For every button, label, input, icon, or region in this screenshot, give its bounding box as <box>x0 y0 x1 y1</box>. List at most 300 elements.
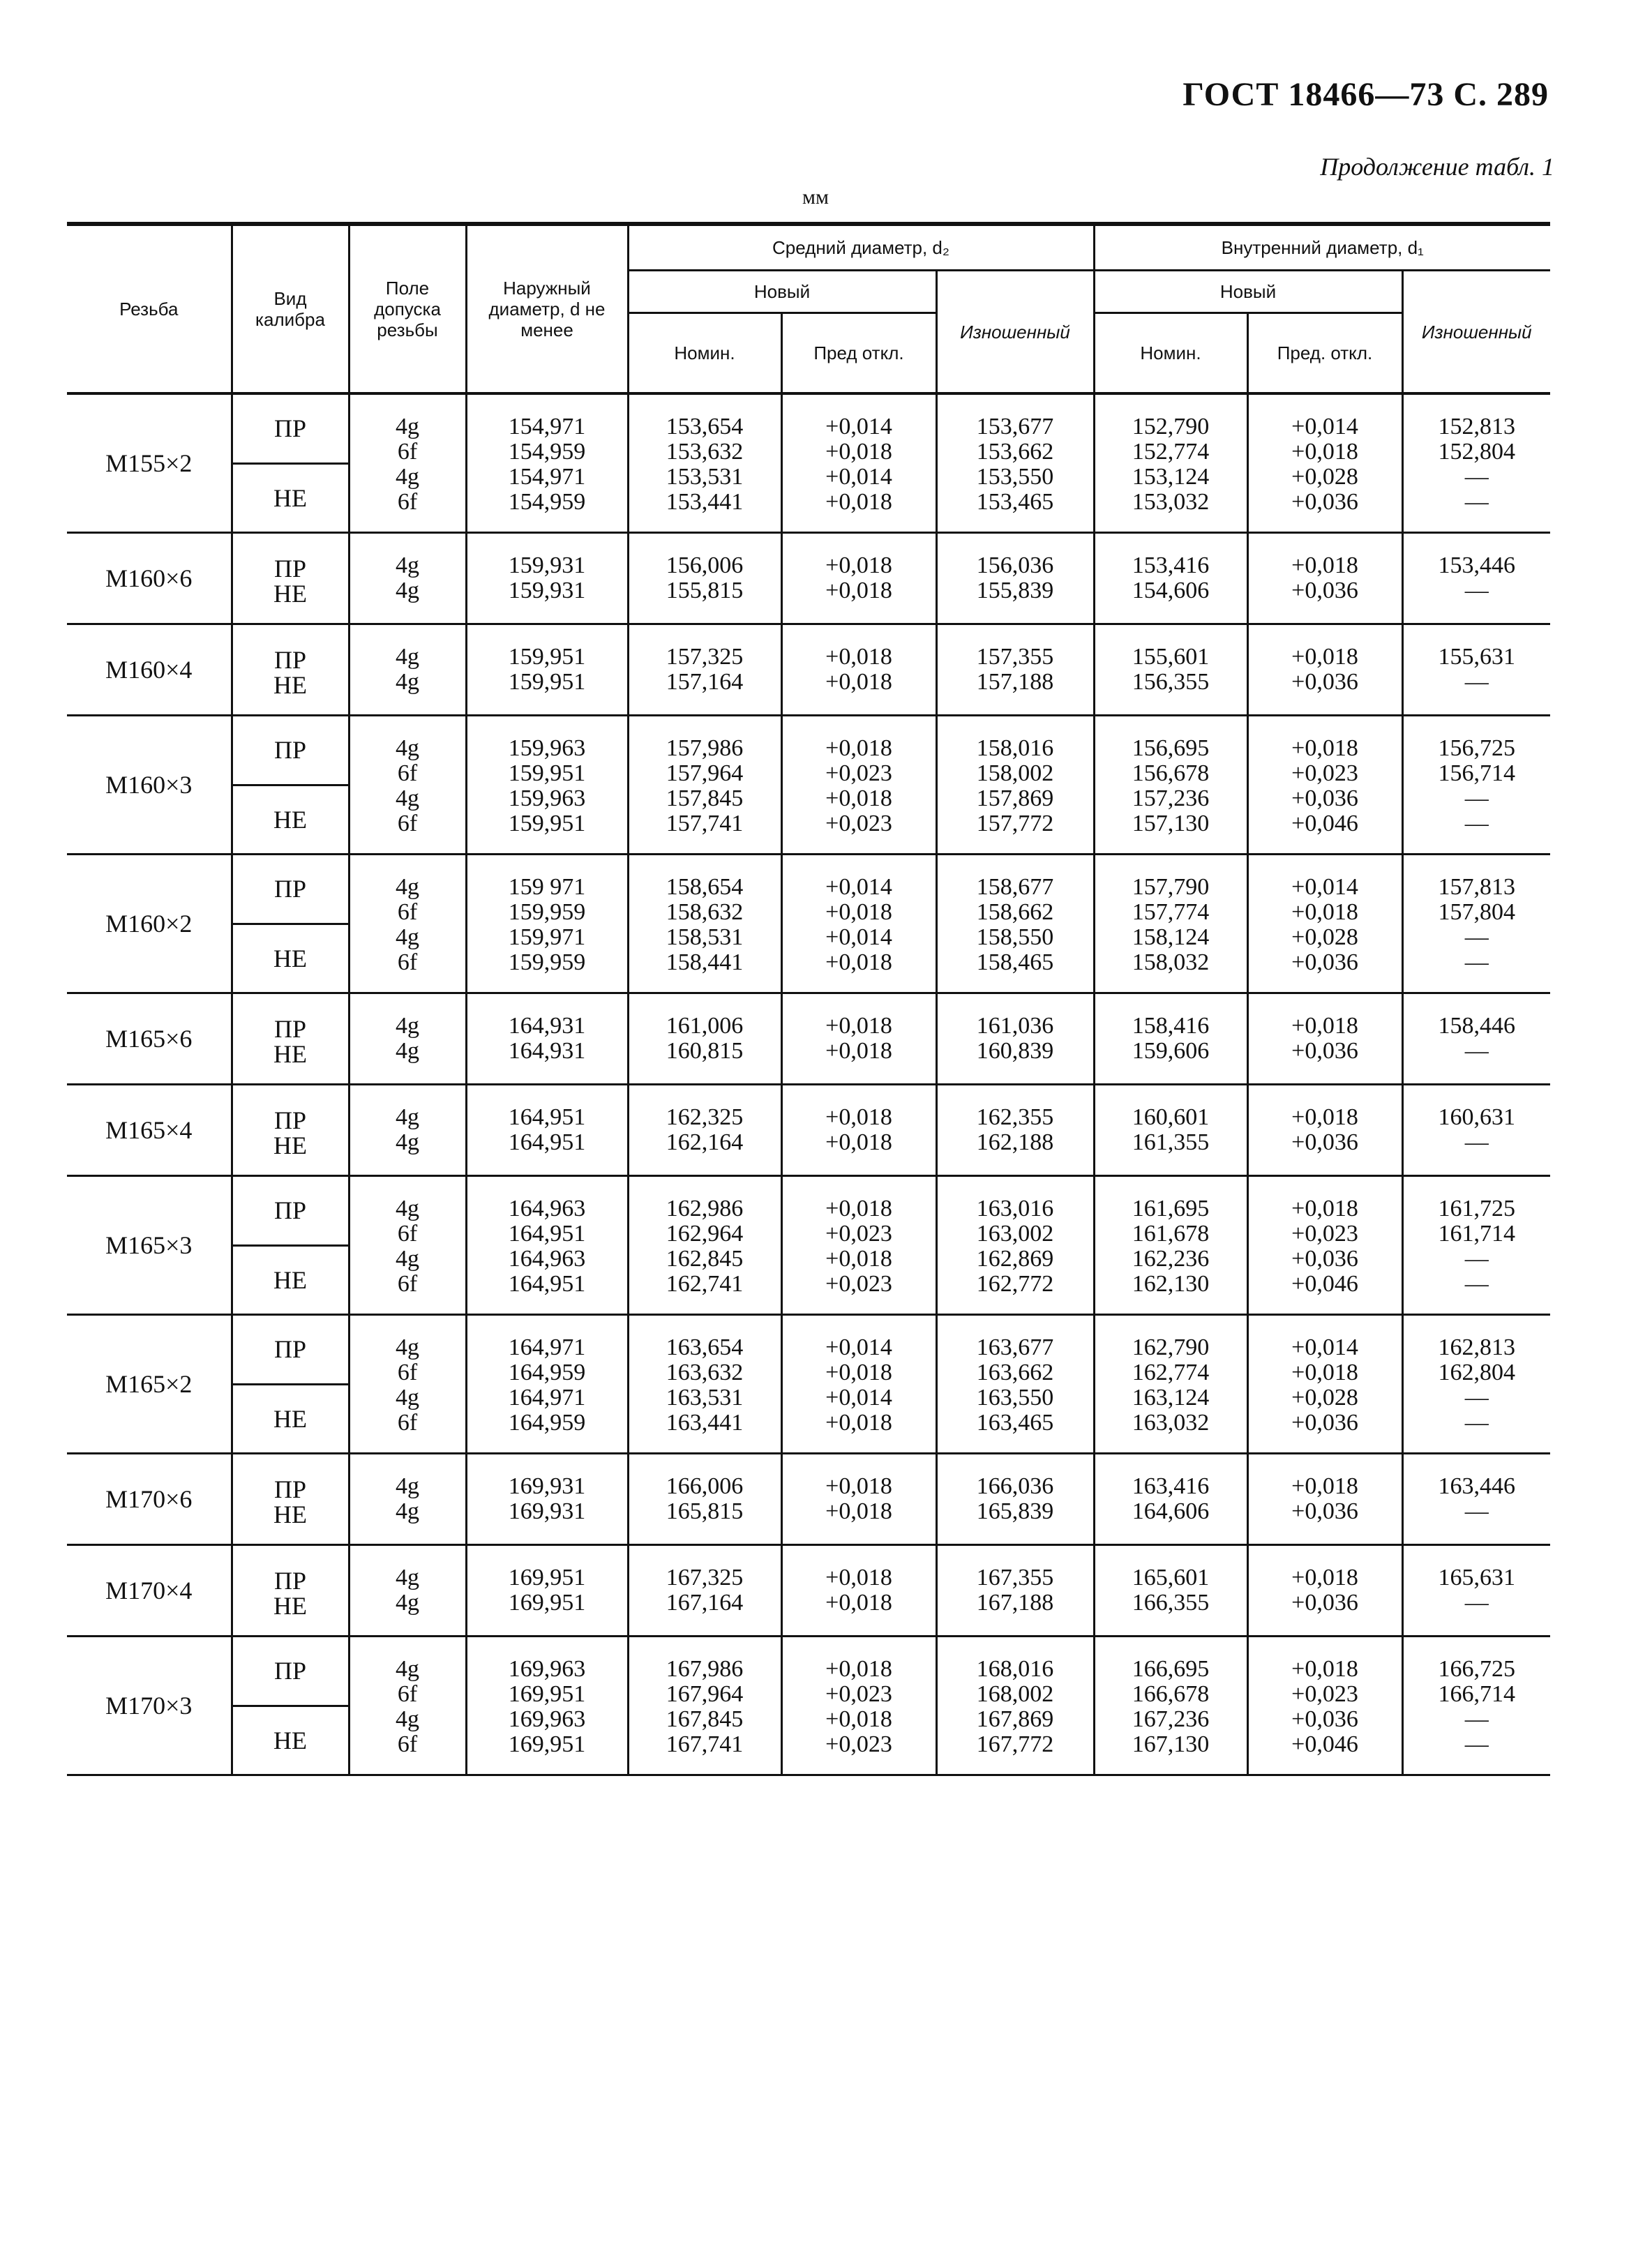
gauge-kind-nogo: НЕ <box>273 1404 307 1433</box>
cell-value: 157,845 <box>666 785 744 811</box>
gauge-kind-nogo: НЕ <box>273 805 307 834</box>
cell-value: 156,355 <box>1132 669 1210 695</box>
cell-value: 4g <box>396 464 419 490</box>
cell-value: +0,023 <box>1291 760 1358 786</box>
mid-deviation-cell <box>781 1085 936 1176</box>
cell-value: 153,032 <box>1132 489 1210 515</box>
tolerance-cell <box>349 1085 466 1176</box>
cell-value: 158,016 <box>976 735 1054 761</box>
mid-worn-cell <box>936 1545 1094 1637</box>
tolerance-cell <box>349 716 466 855</box>
cell-value: 156,725 <box>1438 735 1515 761</box>
tolerance-cell <box>349 1545 466 1637</box>
table-row <box>67 1176 1550 1315</box>
thread-designation: М160×3 <box>105 771 193 799</box>
cell-value: +0,028 <box>1291 464 1358 490</box>
thread-designation: М160×4 <box>105 656 193 684</box>
cell-value: 159,951 <box>508 644 586 670</box>
mid-deviation-cell <box>781 393 936 533</box>
cell-value: +0,018 <box>1291 1013 1358 1039</box>
cell-value: 163,662 <box>976 1360 1054 1385</box>
mid-nominal-cell <box>628 1637 781 1775</box>
cell-value: 164,971 <box>508 1385 586 1411</box>
cell-value: 161,695 <box>1132 1196 1210 1221</box>
cell-value: +0,023 <box>825 1681 892 1707</box>
cell-value: 167,741 <box>666 1731 744 1757</box>
gauge-kind-nogo: НЕ <box>273 671 307 699</box>
cell-value: +0,018 <box>1291 1473 1358 1499</box>
cell-value: 167,845 <box>666 1706 744 1732</box>
inner-worn-cell <box>1402 993 1550 1085</box>
cell-value: 163,002 <box>976 1221 1054 1247</box>
cell-value: 154,971 <box>508 464 586 490</box>
mid-deviation-cell <box>781 716 936 855</box>
gauge-kind-cell <box>232 716 349 855</box>
cell-value: 6f <box>397 1681 418 1707</box>
mid-deviation-cell <box>781 993 936 1085</box>
inner-worn-cell <box>1402 1454 1550 1545</box>
inner-nominal-cell <box>1094 1176 1247 1315</box>
cell-value: — <box>1464 949 1489 975</box>
cell-value: +0,018 <box>1291 735 1358 761</box>
cell-value: +0,018 <box>825 669 892 695</box>
col-mid-nominal: Номин. <box>628 313 781 394</box>
cell-value: 164,931 <box>508 1038 586 1064</box>
cell-value: 6f <box>397 760 418 786</box>
cell-value: 161,714 <box>1438 1221 1515 1247</box>
outer-diameter-cell <box>466 533 628 624</box>
mid-worn-cell <box>936 1176 1094 1315</box>
cell-value: 4g <box>396 1498 419 1524</box>
gauge-kind-cell <box>232 1454 349 1545</box>
cell-value: 162,772 <box>976 1271 1054 1297</box>
mid-worn-cell <box>936 855 1094 993</box>
cell-value: 153,662 <box>976 439 1054 465</box>
cell-value: 165,631 <box>1438 1565 1515 1590</box>
cell-value: +0,036 <box>1291 949 1358 975</box>
cell-value: 159,606 <box>1132 1038 1210 1064</box>
mid-worn-cell <box>936 1085 1094 1176</box>
cell-value: 157,188 <box>976 669 1054 695</box>
outer-diameter-cell <box>466 393 628 533</box>
cell-value: 4g <box>396 1590 419 1616</box>
mid-nominal-cell <box>628 533 781 624</box>
cell-value: +0,036 <box>1291 1129 1358 1155</box>
mid-nominal-cell <box>628 1454 781 1545</box>
cell-value: — <box>1464 669 1489 695</box>
cell-value: +0,028 <box>1291 1385 1358 1411</box>
inner-nominal-cell <box>1094 533 1247 624</box>
cell-value: 162,845 <box>666 1246 744 1272</box>
inner-deviation-cell <box>1247 533 1402 624</box>
table-row <box>67 1315 1550 1454</box>
cell-value: +0,018 <box>1291 899 1358 925</box>
cell-value: 157,355 <box>976 644 1054 670</box>
cell-value: 169,963 <box>508 1706 586 1732</box>
inner-deviation-cell <box>1247 1176 1402 1315</box>
inner-deviation-cell <box>1247 1315 1402 1454</box>
mid-worn-cell <box>936 393 1094 533</box>
cell-value: 161,036 <box>976 1013 1054 1039</box>
cell-value: +0,018 <box>1291 1360 1358 1385</box>
cell-value: 158,032 <box>1132 949 1210 975</box>
inner-worn-cell <box>1402 1545 1550 1637</box>
outer-diameter-cell <box>466 993 628 1085</box>
cell-value: 169,931 <box>508 1473 586 1499</box>
table-row <box>67 1085 1550 1176</box>
mid-nominal-cell <box>628 1315 781 1454</box>
cell-value: +0,018 <box>825 1360 892 1385</box>
inner-nominal-cell <box>1094 1545 1247 1637</box>
cell-value: — <box>1464 1246 1489 1272</box>
cell-value: 163,416 <box>1132 1473 1210 1499</box>
cell-value: 158,531 <box>666 924 744 950</box>
gauge-kind-nogo: НЕ <box>273 483 307 512</box>
cell-value: — <box>1464 1129 1489 1155</box>
cell-value: +0,018 <box>825 489 892 515</box>
tolerance-cell <box>349 624 466 716</box>
gauge-kind-cell <box>232 855 349 993</box>
thread-designation: М165×2 <box>105 1370 193 1398</box>
cell-value: 169,931 <box>508 1498 586 1524</box>
mid-deviation-cell <box>781 1315 936 1454</box>
cell-value: — <box>1464 924 1489 950</box>
cell-value: 157,813 <box>1438 874 1515 900</box>
cell-value: 167,130 <box>1132 1731 1210 1757</box>
gauge-kind-nogo: НЕ <box>273 1265 307 1294</box>
cell-value: 4g <box>396 669 419 695</box>
cell-value: 153,654 <box>666 414 744 439</box>
gauge-kind-cell <box>232 1085 349 1176</box>
col-inner-new: Новый <box>1094 271 1402 313</box>
cell-value: 167,986 <box>666 1656 744 1682</box>
inner-worn-cell <box>1402 1176 1550 1315</box>
cell-value: +0,018 <box>825 1656 892 1682</box>
cell-value: +0,036 <box>1291 1498 1358 1524</box>
gauge-kind-go: ПР <box>233 395 348 465</box>
cell-value: 157,774 <box>1132 899 1210 925</box>
cell-value: 154,959 <box>508 439 586 465</box>
cell-value: 162,813 <box>1438 1334 1515 1360</box>
inner-deviation-cell <box>1247 855 1402 993</box>
cell-value: 161,725 <box>1438 1196 1515 1221</box>
col-inner-nominal: Номин. <box>1094 313 1247 394</box>
cell-value: +0,023 <box>825 811 892 836</box>
tolerance-cell <box>349 993 466 1085</box>
cell-value: +0,014 <box>825 1334 892 1360</box>
cell-value: 4g <box>396 1385 419 1411</box>
gauge-kind-go: ПР <box>233 1316 348 1385</box>
cell-value: 4g <box>396 1104 419 1130</box>
gauge-kind-nogo: НЕ <box>273 1131 307 1159</box>
cell-value: 163,632 <box>666 1360 744 1385</box>
cell-value: 157,869 <box>976 785 1054 811</box>
outer-diameter-cell <box>466 1085 628 1176</box>
cell-value: +0,036 <box>1291 1410 1358 1436</box>
cell-value: 152,790 <box>1132 414 1210 439</box>
cell-value: 169,951 <box>508 1731 586 1757</box>
cell-value: 159,959 <box>508 899 586 925</box>
cell-value: 163,677 <box>976 1334 1054 1360</box>
table-row <box>67 1454 1550 1545</box>
mid-nominal-cell <box>628 1176 781 1315</box>
cell-value: 163,465 <box>976 1410 1054 1436</box>
cell-value: 4g <box>396 1706 419 1732</box>
cell-value: 156,036 <box>976 552 1054 578</box>
cell-value: 162,774 <box>1132 1360 1210 1385</box>
cell-value: +0,018 <box>1291 1565 1358 1590</box>
gauge-kind-go: ПР <box>273 1106 307 1134</box>
table-row <box>67 855 1550 993</box>
gauge-kind-cell <box>232 393 349 533</box>
cell-value: 163,446 <box>1438 1473 1515 1499</box>
cell-value: +0,018 <box>825 1246 892 1272</box>
thread-designation: М155×2 <box>105 449 193 477</box>
cell-value: +0,018 <box>825 1129 892 1155</box>
cell-value: 168,016 <box>976 1656 1054 1682</box>
cell-value: 6f <box>397 811 418 836</box>
cell-value: 169,951 <box>508 1590 586 1616</box>
cell-value: — <box>1464 578 1489 603</box>
cell-value: 164,951 <box>508 1221 586 1247</box>
cell-value: +0,018 <box>1291 439 1358 465</box>
table-row <box>67 533 1550 624</box>
cell-value: 152,774 <box>1132 439 1210 465</box>
cell-value: +0,014 <box>1291 1334 1358 1360</box>
cell-value: 152,813 <box>1438 414 1515 439</box>
col-gauge-kind: Вид калибра <box>232 224 349 393</box>
cell-value: 156,678 <box>1132 760 1210 786</box>
cell-value: 162,355 <box>976 1104 1054 1130</box>
cell-value: 157,741 <box>666 811 744 836</box>
gauge-kind-go: ПР <box>273 1015 307 1043</box>
cell-value: 161,355 <box>1132 1129 1210 1155</box>
cell-value: 153,416 <box>1132 552 1210 578</box>
cell-value: 159,951 <box>508 760 586 786</box>
units-label: мм <box>802 186 829 209</box>
cell-value: 6f <box>397 949 418 975</box>
cell-value: 152,804 <box>1438 439 1515 465</box>
col-outer-diameter: Наружный диаметр, d не менее <box>466 224 628 393</box>
gauge-kind-go: ПР <box>273 1475 307 1503</box>
cell-value: +0,014 <box>825 464 892 490</box>
cell-value: 159,971 <box>508 924 586 950</box>
cell-value: 160,839 <box>976 1038 1054 1064</box>
cell-value: 153,550 <box>976 464 1054 490</box>
cell-value: +0,023 <box>1291 1681 1358 1707</box>
cell-value: 4g <box>396 1473 419 1499</box>
cell-value: +0,018 <box>825 1013 892 1039</box>
table-row <box>67 624 1550 716</box>
cell-value: +0,018 <box>825 785 892 811</box>
cell-value: 169,951 <box>508 1565 586 1590</box>
cell-value: 163,531 <box>666 1385 744 1411</box>
col-inner-deviation: Пред. откл. <box>1247 313 1402 394</box>
cell-value: 159,951 <box>508 669 586 695</box>
cell-value: 163,654 <box>666 1334 744 1360</box>
cell-value: 4g <box>396 414 419 439</box>
cell-value: 153,465 <box>976 489 1054 515</box>
cell-value: 166,678 <box>1132 1681 1210 1707</box>
gauge-kind-go: ПР <box>233 716 348 786</box>
cell-value: — <box>1464 1038 1489 1064</box>
thread-designation: М170×3 <box>105 1692 193 1720</box>
cell-value: 157,964 <box>666 760 744 786</box>
cell-value: 162,325 <box>666 1104 744 1130</box>
cell-value: +0,023 <box>825 1271 892 1297</box>
cell-value: +0,036 <box>1291 669 1358 695</box>
cell-value: 4g <box>396 552 419 578</box>
cell-value: 164,951 <box>508 1271 586 1297</box>
cell-value: 169,963 <box>508 1656 586 1682</box>
cell-value: 4g <box>396 1334 419 1360</box>
cell-value: 162,804 <box>1438 1360 1515 1385</box>
cell-value: 4g <box>396 1038 419 1064</box>
cell-value: — <box>1464 1731 1489 1757</box>
cell-value: 167,164 <box>666 1590 744 1616</box>
cell-value: 166,355 <box>1132 1590 1210 1616</box>
cell-value: 155,815 <box>666 578 744 603</box>
cell-value: 4g <box>396 735 419 761</box>
cell-value: 159,931 <box>508 578 586 603</box>
outer-diameter-cell <box>466 1315 628 1454</box>
outer-diameter-cell <box>466 1637 628 1775</box>
mid-nominal-cell <box>628 716 781 855</box>
cell-value: +0,036 <box>1291 578 1358 603</box>
cell-value: 157,772 <box>976 811 1054 836</box>
cell-value: +0,036 <box>1291 1590 1358 1616</box>
inner-worn-cell <box>1402 1315 1550 1454</box>
cell-value: 162,164 <box>666 1129 744 1155</box>
inner-deviation-cell <box>1247 1637 1402 1775</box>
cell-value: 163,550 <box>976 1385 1054 1411</box>
thread-designation: М165×4 <box>105 1116 193 1144</box>
cell-value: +0,014 <box>1291 414 1358 439</box>
cell-value: 165,815 <box>666 1498 744 1524</box>
cell-value: 159,963 <box>508 735 586 761</box>
thread-gauge-table <box>67 222 1550 1776</box>
cell-value: +0,018 <box>825 1706 892 1732</box>
cell-value: +0,018 <box>825 439 892 465</box>
table-row <box>67 393 1550 533</box>
mid-nominal-cell <box>628 1085 781 1176</box>
cell-value: 167,355 <box>976 1565 1054 1590</box>
cell-value: 6f <box>397 439 418 465</box>
cell-value: +0,018 <box>825 1410 892 1436</box>
cell-value: +0,018 <box>1291 1656 1358 1682</box>
cell-value: +0,014 <box>825 414 892 439</box>
mid-worn-cell <box>936 624 1094 716</box>
gauge-kind-cell <box>232 1637 349 1775</box>
inner-nominal-cell <box>1094 993 1247 1085</box>
cell-value: +0,014 <box>825 924 892 950</box>
cell-value: +0,018 <box>1291 644 1358 670</box>
cell-value: 162,790 <box>1132 1334 1210 1360</box>
cell-value: 162,869 <box>976 1246 1054 1272</box>
cell-value: 162,964 <box>666 1221 744 1247</box>
cell-value: — <box>1464 811 1489 836</box>
thread-designation: М160×2 <box>105 910 193 938</box>
gauge-kind-go: ПР <box>273 646 307 674</box>
thread-designation: М160×6 <box>105 564 193 592</box>
mid-deviation-cell <box>781 533 936 624</box>
table-row <box>67 716 1550 855</box>
cell-value: 162,741 <box>666 1271 744 1297</box>
gauge-kind-nogo: НЕ <box>273 1040 307 1068</box>
inner-deviation-cell <box>1247 716 1402 855</box>
cell-value: 164,606 <box>1132 1498 1210 1524</box>
cell-value: +0,036 <box>1291 1038 1358 1064</box>
cell-value: 165,601 <box>1132 1565 1210 1590</box>
mid-worn-cell <box>936 533 1094 624</box>
mid-deviation-cell <box>781 1176 936 1315</box>
cell-value: — <box>1464 1706 1489 1732</box>
cell-value: — <box>1464 464 1489 490</box>
cell-value: +0,014 <box>1291 874 1358 900</box>
mid-worn-cell <box>936 1637 1094 1775</box>
cell-value: 158,446 <box>1438 1013 1515 1039</box>
cell-value: 163,016 <box>976 1196 1054 1221</box>
tolerance-cell <box>349 1454 466 1545</box>
inner-nominal-cell <box>1094 1454 1247 1545</box>
mid-worn-cell <box>936 1454 1094 1545</box>
cell-value: +0,018 <box>825 1565 892 1590</box>
cell-value: 164,951 <box>508 1129 586 1155</box>
outer-diameter-cell <box>466 1545 628 1637</box>
cell-value: +0,036 <box>1291 489 1358 515</box>
outer-diameter-cell <box>466 624 628 716</box>
cell-value: 167,325 <box>666 1565 744 1590</box>
cell-value: +0,046 <box>1291 1271 1358 1297</box>
cell-value: 158,441 <box>666 949 744 975</box>
cell-value: — <box>1464 1271 1489 1297</box>
gauge-kind-nogo: НЕ <box>273 944 307 972</box>
cell-value: +0,046 <box>1291 1731 1358 1757</box>
gauge-kind-go: ПР <box>273 555 307 582</box>
col-tolerance: Поле допуска резьбы <box>349 224 466 393</box>
cell-value: 6f <box>397 899 418 925</box>
cell-value: +0,023 <box>825 760 892 786</box>
inner-deviation-cell <box>1247 1454 1402 1545</box>
cell-value: +0,023 <box>1291 1221 1358 1247</box>
cell-value: +0,023 <box>825 1221 892 1247</box>
thread-designation: М165×3 <box>105 1231 193 1259</box>
table-row <box>67 1545 1550 1637</box>
cell-value: 155,839 <box>976 578 1054 603</box>
mid-deviation-cell <box>781 624 936 716</box>
table-continuation-label: Продолжение табл. 1 <box>1320 153 1554 181</box>
col-group-inner-diameter: Внутренний диаметр, d₁ <box>1094 224 1550 271</box>
cell-value: 4g <box>396 785 419 811</box>
cell-value: 167,236 <box>1132 1706 1210 1732</box>
cell-value: 158,662 <box>976 899 1054 925</box>
cell-value: 154,606 <box>1132 578 1210 603</box>
gauge-kind-cell <box>232 624 349 716</box>
inner-worn-cell <box>1402 533 1550 624</box>
col-mid-deviation: Пред откл. <box>781 313 936 394</box>
cell-value: 158,632 <box>666 899 744 925</box>
cell-value: +0,018 <box>825 578 892 603</box>
tolerance-cell <box>349 393 466 533</box>
cell-value: 157,986 <box>666 735 744 761</box>
cell-value: 166,695 <box>1132 1656 1210 1682</box>
inner-deviation-cell <box>1247 1085 1402 1176</box>
cell-value: 158,465 <box>976 949 1054 975</box>
cell-value: 4g <box>396 874 419 900</box>
cell-value: 153,124 <box>1132 464 1210 490</box>
inner-nominal-cell <box>1094 1637 1247 1775</box>
cell-value: — <box>1464 1410 1489 1436</box>
